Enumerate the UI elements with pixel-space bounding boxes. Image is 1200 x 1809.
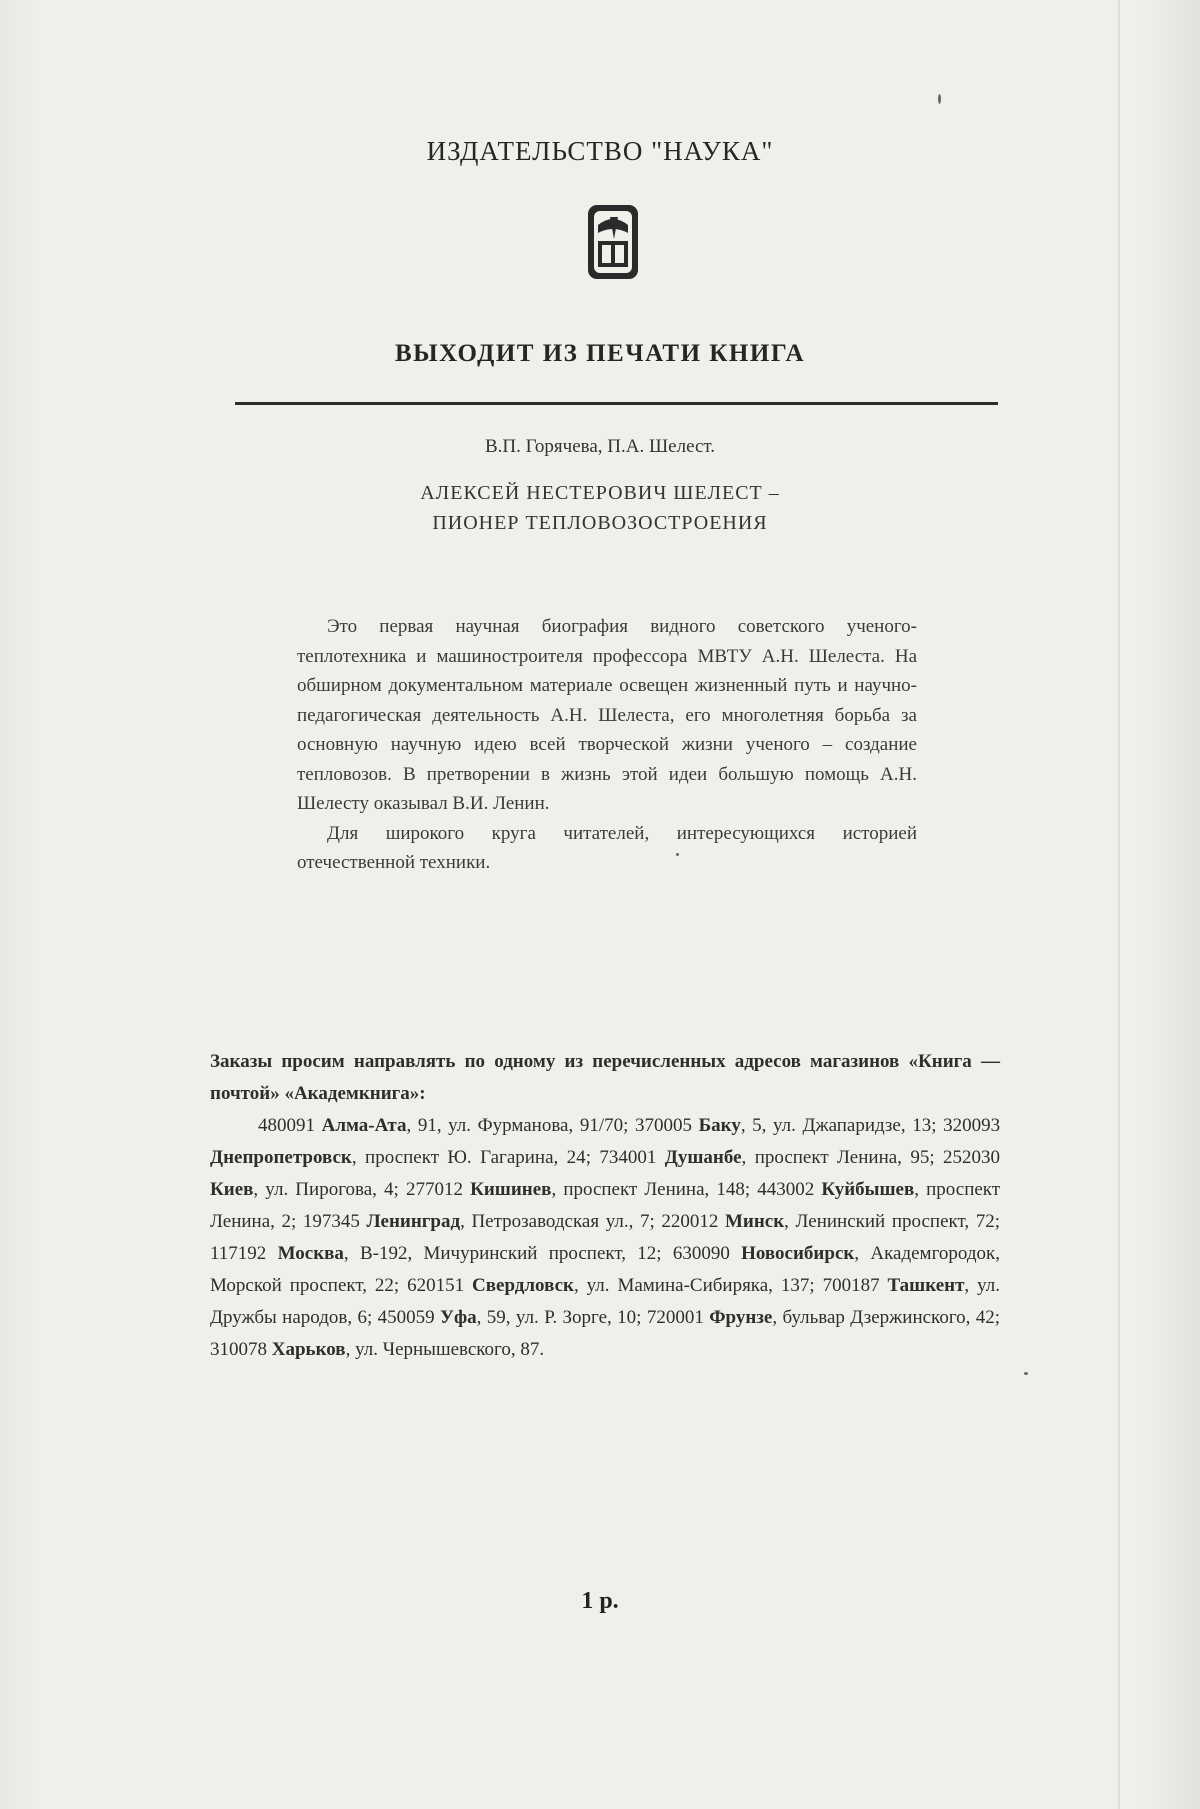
postal-index: 197345 (302, 1211, 360, 1232)
book-title (0, 478, 1200, 538)
store-city: Киев (210, 1179, 254, 1200)
postal-index: 630090 (672, 1243, 730, 1264)
store-address: 197345 Ленинград, Петрозаводская ул., 7; (302, 1211, 662, 1232)
postal-index: 252030 (943, 1147, 1001, 1168)
abstract-audience: Для широкого круга читателей, интересующихся историей отечественной техники. (297, 822, 917, 873)
store-street: ул. Мамина-Сибиряка, 137 (586, 1275, 810, 1296)
print-speck (1024, 1372, 1028, 1375)
book-title-line-1: АЛЕКСЕЙ НЕСТЕРОВИЧ ШЕЛЕСТ – (420, 482, 780, 504)
page-fold-shadow (1118, 0, 1120, 1809)
store-address: 443002 Куйбышев, проспект Ленина, 2; (210, 1179, 1001, 1232)
store-city: Куйбышев (821, 1179, 915, 1200)
store-address: 277012 Кишинев, проспект Ленина, 148; (405, 1179, 758, 1200)
store-city: Ленинград (366, 1211, 461, 1232)
store-address: 620151 Свердловск, ул. Мамина-Сибиряка, 137; (407, 1275, 823, 1296)
orders-section (210, 1046, 1000, 1366)
store-city: Харьков (271, 1339, 346, 1360)
postal-index: 720001 (646, 1307, 704, 1328)
store-address: 720001 Фрунзе, бульвар Дзержинского, 42; (646, 1307, 1001, 1328)
store-city: Свердловск (472, 1275, 574, 1296)
store-street: бульвар Дзержинского, 42 (782, 1307, 995, 1328)
publisher-name: ИЗДАТЕЛЬСТВО "НАУКА" (426, 136, 774, 166)
store-street: В-192, Мичуринский проспект, 12 (359, 1243, 657, 1264)
nauka-logo-icon (586, 203, 640, 281)
store-address: 630090 Новосибирск, Академгородок, Морской проспект, 22; (210, 1243, 1001, 1296)
postal-index: 277012 (405, 1179, 463, 1200)
store-street: проспект Ленина, 95 (754, 1147, 930, 1168)
postal-index: 734001 (599, 1147, 657, 1168)
book-title-line-2: ПИОНЕР ТЕПЛОВОЗОСТРОЕНИЯ (432, 512, 768, 534)
store-city: Душанбе (664, 1147, 742, 1168)
store-street: ул. Чернышевского, 87 (355, 1339, 540, 1360)
store-address: 370005 Баку, 5, ул. Джапаридзе, 13; (634, 1115, 944, 1136)
postal-index: 700187 (822, 1275, 880, 1296)
abstract-paragraph: Это первая научная биография видного советского ученого-теплотехника и машиностроителя профессора МВТУ А.Н. Шелеста. На обширном документальном материале освещен жизненный путь и научно-педагогическая деятельность А.Н. Шелеста, его многолетняя борьба за основную научную идею всей творческой жизни ученого – создание тепловозов. В претворении в жизнь этой идеи большую помощь А.Н. Шелесту оказывал В.И. Ленин. (297, 616, 917, 814)
book-price: 1 р. (581, 1588, 619, 1614)
store-city: Новосибирск (741, 1243, 855, 1264)
store-street: ул. Пирогова, 4 (265, 1179, 394, 1200)
postal-index: 320093 (943, 1115, 1001, 1136)
store-city: Алма-Ата (321, 1115, 407, 1136)
store-city: Москва (277, 1243, 344, 1264)
store-city: Уфа (440, 1307, 477, 1328)
store-street: проспект Ленина, 148 (563, 1179, 745, 1200)
postal-index: 450059 (377, 1307, 435, 1328)
postal-index: 310078 (210, 1339, 267, 1360)
store-street: Петрозаводская ул., 7 (471, 1211, 650, 1232)
postal-index: 220012 (661, 1211, 719, 1232)
store-address: 310078 Харьков, ул. Чернышевского, 87. (210, 1339, 545, 1360)
postal-index: 443002 (757, 1179, 815, 1200)
postal-index: 370005 (634, 1115, 692, 1136)
store-city: Кишинев (470, 1179, 552, 1200)
store-address-list (210, 1110, 1000, 1366)
store-city: Днепропетровск (210, 1147, 352, 1168)
store-city: Ташкент (887, 1275, 965, 1296)
store-address: 220012 Минск, Ленинский проспект, 72; (661, 1211, 1000, 1232)
store-city: Фрунзе (709, 1307, 773, 1328)
postal-index: 117192 (210, 1243, 267, 1264)
print-speck (676, 853, 679, 856)
postal-index: 480091 (258, 1115, 315, 1136)
store-street: проспект Ю. Гагарина, 24 (365, 1147, 586, 1168)
store-address: 450059 Уфа, 59, ул. Р. Зорге, 10; (377, 1307, 647, 1328)
store-city: Баку (698, 1115, 741, 1136)
store-street: Академгородок, Морской проспект, 22 (210, 1243, 1001, 1296)
store-city: Минск (724, 1211, 785, 1232)
store-street: 5, ул. Джапаридзе, 13 (752, 1115, 932, 1136)
announcement-heading: ВЫХОДИТ ИЗ ПЕЧАТИ КНИГА (394, 340, 806, 367)
store-address: 252030 Киев, ул. Пирогова, 4; (210, 1147, 1001, 1200)
store-street: проспект Ленина, 2 (210, 1179, 1001, 1232)
postal-index: 620151 (407, 1275, 465, 1296)
print-speck (938, 94, 941, 104)
store-street: 59, ул. Р. Зорге, 10 (486, 1307, 637, 1328)
store-address: 480091 Алма-Ата, 91, ул. Фурманова, 91/70; (258, 1115, 635, 1136)
store-address: 734001 Душанбе, проспект Ленина, 95; (599, 1147, 944, 1168)
store-street: Ленинский проспект, 72 (795, 1211, 995, 1232)
store-street: 91, ул. Фурманова, 91/70 (417, 1115, 624, 1136)
heading-divider (235, 402, 998, 405)
store-address: 700187 Ташкент, ул. Дружбы народов, 6; (210, 1275, 1000, 1328)
store-address: 320093 Днепропетровск, проспект Ю. Гагарина, 24; (210, 1115, 1001, 1168)
store-address: 117192 Москва, В-192, Мичуринский проспект, 12; (210, 1243, 673, 1264)
book-authors: В.П. Горячева, П.А. Шелест. (484, 436, 716, 457)
store-street: ул. Дружбы народов, 6 (210, 1275, 1000, 1328)
orders-lead: Заказы просим направлять по одному из перечисленных адресов магазинов «Книга — почтой» «Академкнига»: (210, 1051, 1000, 1104)
book-abstract (297, 612, 917, 878)
